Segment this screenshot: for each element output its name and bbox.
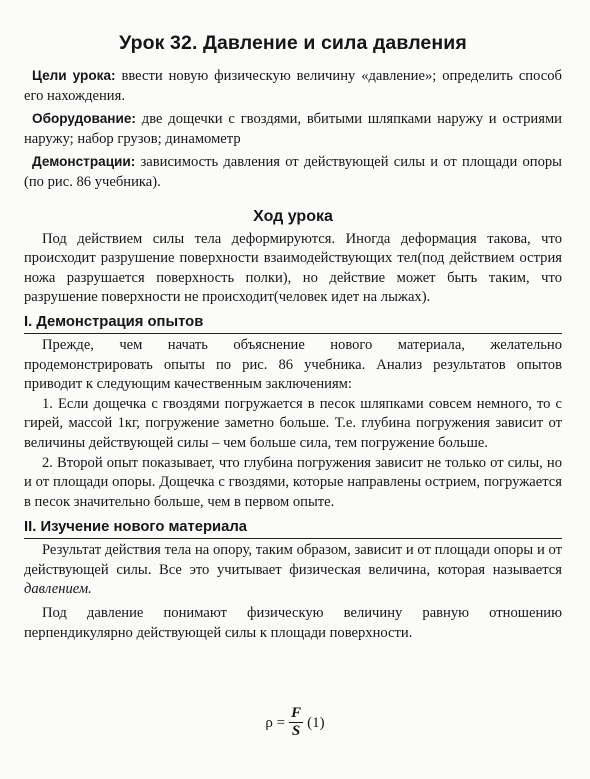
course-heading: Ход урока (253, 207, 333, 225)
pressure-term: давлением. (24, 581, 92, 598)
section2-heading (24, 517, 562, 539)
equipment-label: Оборудование: (32, 111, 136, 127)
section2-heading-text: II. Изучение нового материала (24, 519, 247, 536)
formula-number: (1) (307, 714, 325, 731)
lesson-title: Урок 32. Давление и сила давления (119, 32, 467, 54)
section1-paragraph-1: Прежде, чем начать объяснение нового материала, желательно продемонстрировать опыты по рис. 86 учебника. Анализ результатов опытов приводит к следующим качественным заключениям: (24, 336, 562, 393)
course-intro: Под действием силы тела деформируются. Иногда деформация такова, что происходит разрушение поверхности взаимодействующих тел(под действием острия ножа разрушается поверхность полки), но действие может быть таким, что разрушение поверхности не происходит(человек идет на лыжах). (24, 230, 562, 306)
goals-label: Цели урока: (32, 68, 116, 83)
section2-rule (24, 538, 562, 539)
formula-numerator: F (291, 705, 302, 721)
section1-heading-text: I. Демонстрация опытов (24, 313, 204, 330)
formula-fraction (289, 705, 303, 740)
section2-paragraph-1 (24, 541, 562, 600)
equipment-paragraph (24, 109, 562, 149)
formula-denominator: S (291, 723, 301, 739)
equipment-text: две дощечки с гвоздями, вбитыми шляпками наружу и остриями наружу; набор грузов; динамометр (24, 111, 562, 147)
formula-lhs: ρ = (265, 714, 286, 731)
goals-paragraph (24, 66, 562, 106)
demos-text: зависимость давления от действующей силы и от площади опоры (по рис. 86 учебника). (24, 154, 562, 190)
section1-paragraph-3: 2. Второй опыт показывает, что глубина погружения зависит не только от силы, но и от площади опоры. Дощечка с гвоздями, которые направлены острием, погружается в песок значительно больше, чем в первом опыте. (24, 454, 562, 510)
formula-equation (265, 705, 324, 740)
section1-heading (24, 312, 562, 334)
goals-text: ввести новую физическую величину «давление»; определить способ его нахождения. (24, 68, 562, 104)
section1-paragraph-2: 1. Если дощечка с гвоздями погружается в песок шляпками совсем немного, то с гирей, массой 1кг, погружение заметно больше. Т.е. глубина погружения зависит от величины действующей силы – чем больше сила, тем погружение больше. (24, 395, 562, 451)
demos-paragraph (24, 152, 562, 192)
section2-p1-text: Результат действия тела на опору, таким образом, зависит и от площади опоры и от действующей силы. Все это учитывает физическая величина, которая называется (24, 542, 562, 578)
section1-rule (24, 333, 562, 334)
lesson-meta (24, 66, 562, 193)
pressure-formula (0, 705, 590, 740)
section2-paragraph-2: Под давление понимают физическую величину равную отношению перпендикулярно действующей силы к площади поверхности. (24, 605, 562, 641)
demos-label: Демонстрации: (32, 154, 136, 170)
